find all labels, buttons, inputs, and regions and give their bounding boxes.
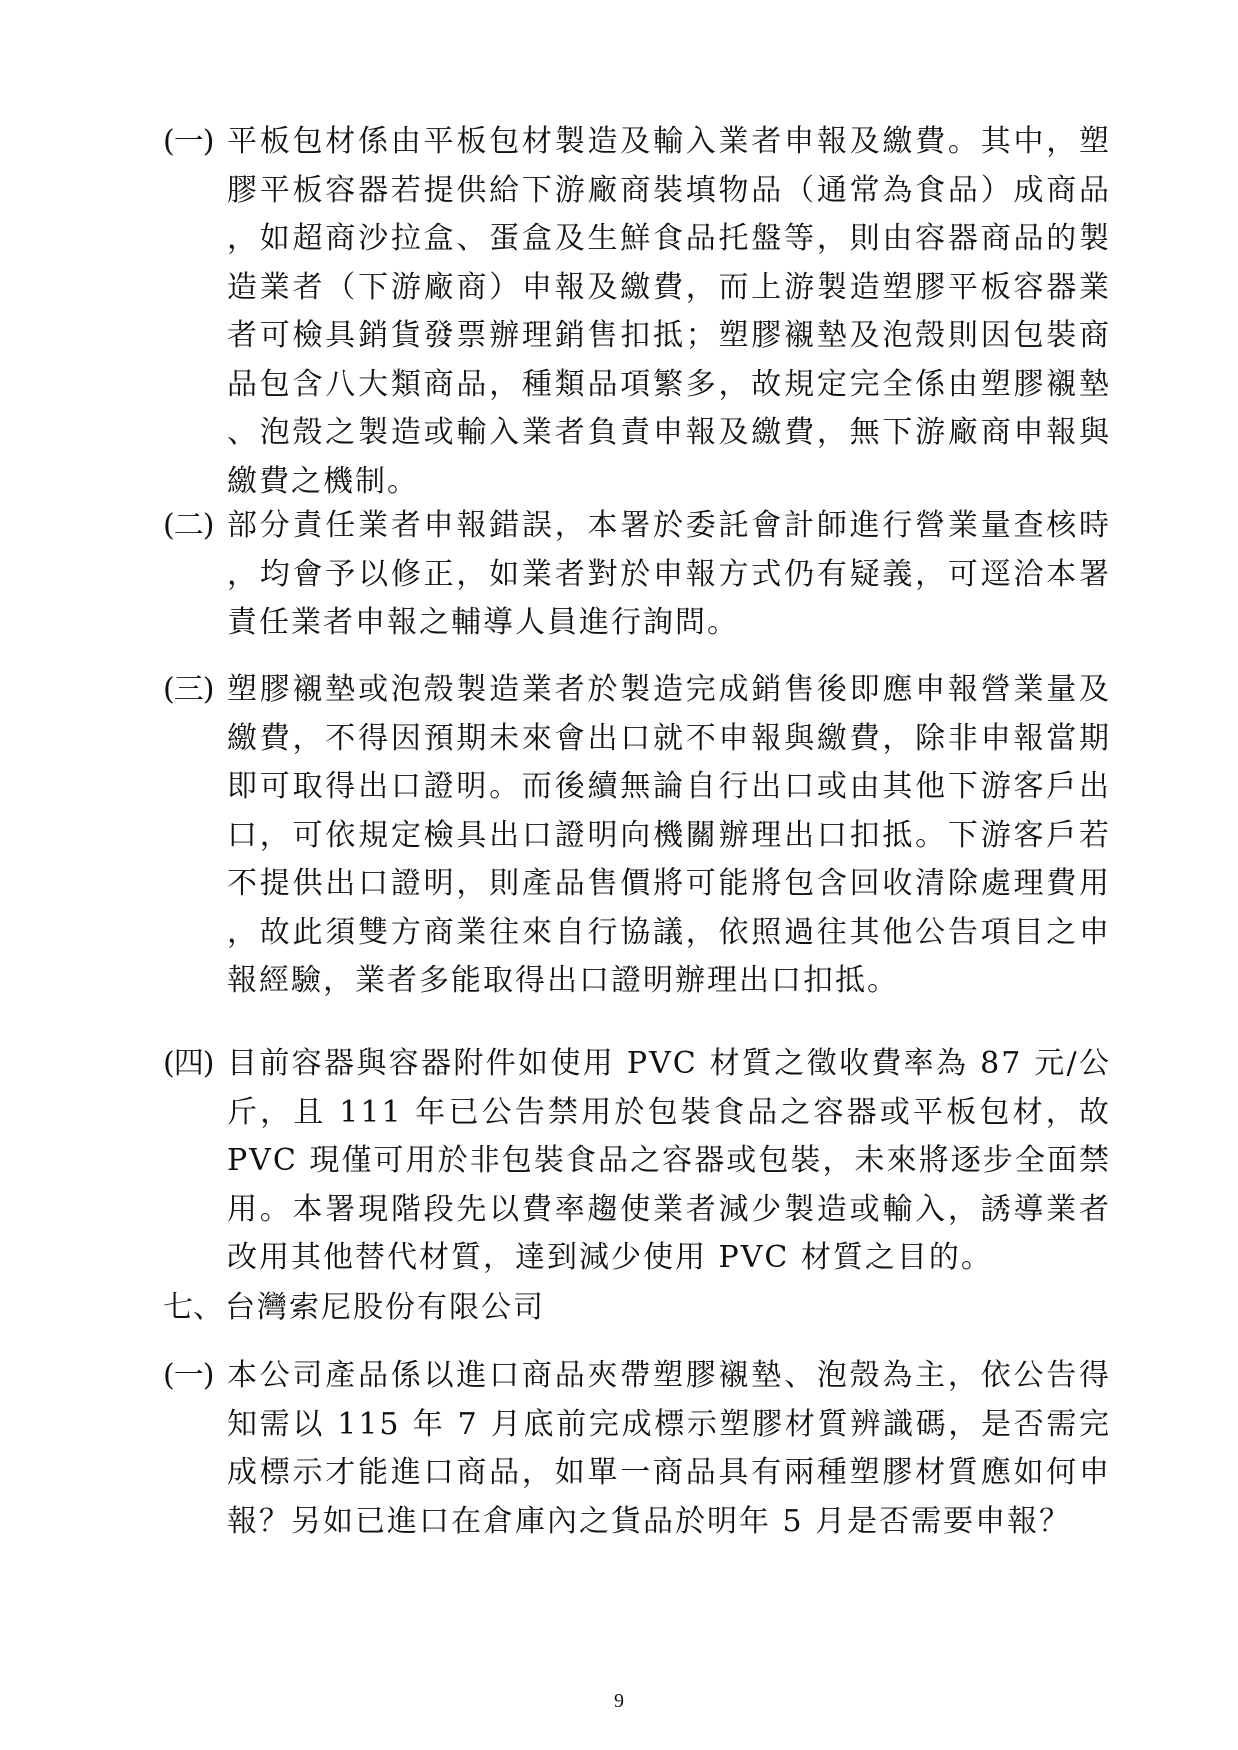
paragraph-item-3 xyxy=(163,666,1111,1006)
item-marker: (四) xyxy=(163,1046,214,1081)
paragraph-item-2 xyxy=(163,502,1111,648)
section-marker: 七、 xyxy=(163,1290,223,1325)
section-title: 台灣索尼股份有限公司 xyxy=(225,1290,545,1325)
item-text: 部分責任業者申報錯誤，本署於委託會計師進行營業量查核時，均會予以修正，如業者對於申報方式仍有疑義，可逕洽本署責任業者申報之輔導人員進行詢問。 xyxy=(227,508,1111,640)
item-marker: (三) xyxy=(163,672,214,707)
paragraph-item-5 xyxy=(163,1352,1111,1546)
page-number: 9 xyxy=(614,1690,624,1712)
item-text: 平板包材係由平板包材製造及輸入業者申報及繳費。其中，塑膠平板容器若提供給下游廠商裝填物品（通常為食品）成商品，如超商沙拉盒、蛋盒及生鮮食品托盤等，則由容器商品的製造業者（下游廠商）申報及繳費，而上游製造塑膠平板容器業者可檢具銷貨發票辦理銷售扣抵；塑膠襯墊及泡殼則因包裝商品包含八大類商品，種類品項繁多，故規定完全係由塑膠襯墊、泡殼之製造或輸入業者負責申報及繳費，無下游廠商申報與繳費之機制。 xyxy=(227,124,1111,499)
item-text: 塑膠襯墊或泡殼製造業者於製造完成銷售後即應申報營業量及繳費，不得因預期未來會出口就不申報與繳費，除非申報當期即可取得出口證明。而後續無論自行出口或由其他下游客戶出口，可依規定檢具出口證明向機關辦理出口扣抵。下游客戶若不提供出口證明，則產品售價將可能將包含回收清除處理費用，故此須雙方商業往來自行協議，依照過往其他公告項目之申報經驗，業者多能取得出口證明辦理出口扣抵。 xyxy=(227,672,1111,998)
item-text: 目前容器與容器附件如使用 PVC 材質之徵收費率為 87 元/公斤，且 111 年已公告禁用於包裝食品之容器或平板包材，故 PVC 現僅可用於非包裝食品之容器或包裝，未來將逐步全面禁用。本署現階段先以費率趨使業者減少製造或輸入，誘導業者改用其他替代材質，達到減少使用 PVC 材質之目的。 xyxy=(227,1046,1111,1275)
paragraph-item-4 xyxy=(163,1040,1111,1283)
paragraph-item-1 xyxy=(163,118,1111,506)
item-text: 本公司產品係以進口商品夾帶塑膠襯墊、泡殼為主，依公告得知需以 115 年 7 月底前完成標示塑膠材質辨識碼，是否需完成標示才能進口商品，如單一商品具有兩種塑膠材質應如何申報？另如已進口在倉庫內之貨品於明年 5 月是否需要申報？ xyxy=(227,1358,1111,1539)
item-marker: (一) xyxy=(163,124,214,159)
section-heading xyxy=(163,1284,1111,1333)
item-marker: (二) xyxy=(163,508,214,543)
item-marker: (一) xyxy=(163,1358,214,1393)
